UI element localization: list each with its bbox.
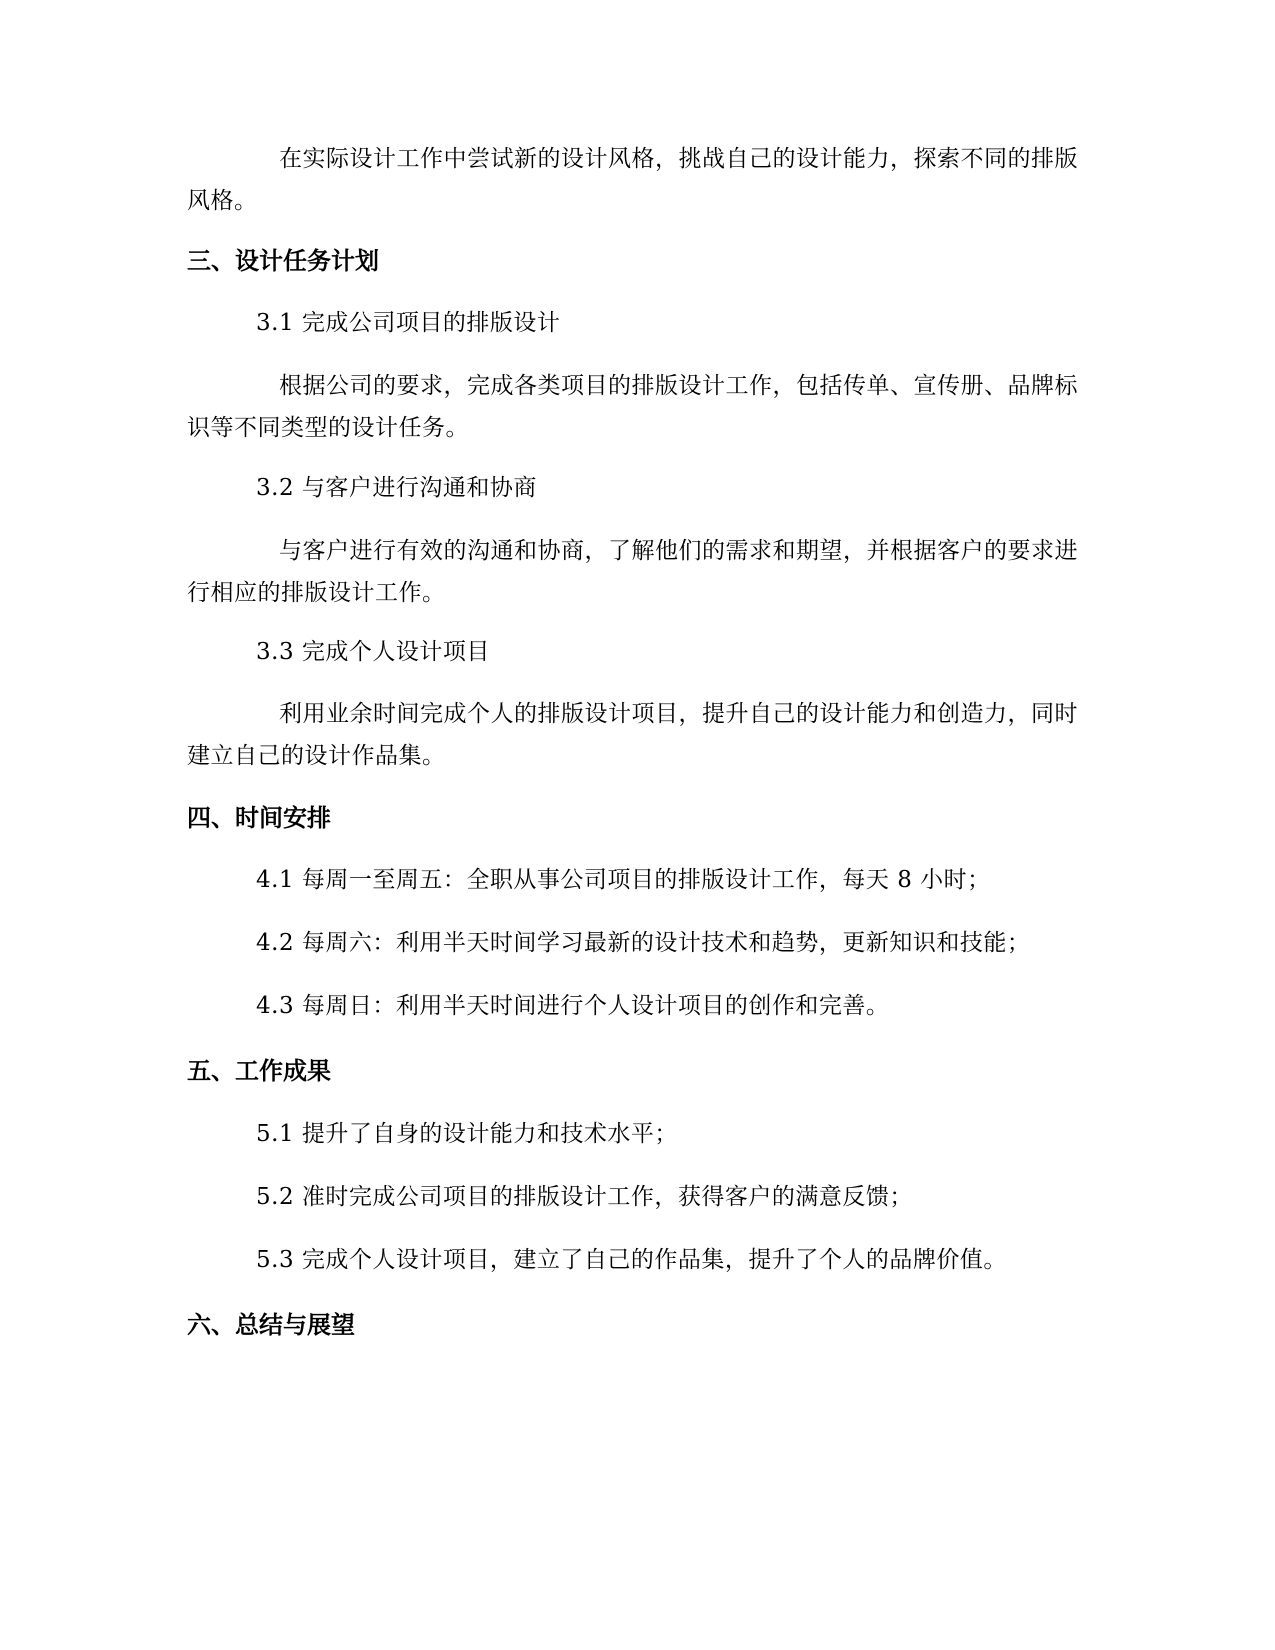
section-3-1-title: 3.1 完成公司项目的排版设计 bbox=[256, 310, 561, 336]
section-3-2-body: 与客户进行有效的沟通和协商，了解他们的需求和期望，并根据客户的要求进行相应的排版设计工作。 bbox=[187, 538, 1078, 606]
section-5-2-item: 5.2 准时完成公司项目的排版设计工作，获得客户的满意反馈； bbox=[256, 1184, 913, 1210]
section-4-3-item: 4.3 每周日：利用半天时间进行个人设计项目的创作和完善。 bbox=[256, 993, 890, 1019]
section-3-1-body: 根据公司的要求，完成各类项目的排版设计工作，包括传单、宣传册、品牌标识等不同类型的设计任务。 bbox=[187, 373, 1078, 441]
section-3-heading: 三、设计任务计划 bbox=[187, 247, 379, 275]
section-4-2-item: 4.2 每周六：利用半天时间学习最新的设计技术和趋势，更新知识和技能； bbox=[256, 930, 1031, 956]
section-6-heading: 六、总结与展望 bbox=[187, 1311, 355, 1339]
section-5-1-item: 5.1 提升了自身的设计能力和技术水平； bbox=[256, 1121, 678, 1147]
section-5-3-item: 5.3 完成个人设计项目，建立了自己的作品集，提升了个人的品牌价值。 bbox=[256, 1247, 1007, 1273]
section-5-heading: 五、工作成果 bbox=[187, 1057, 331, 1085]
section-4-1-item: 4.1 每周一至周五：全职从事公司项目的排版设计工作，每天 8 小时； bbox=[256, 867, 991, 893]
section-3-3-title: 3.3 完成个人设计项目 bbox=[256, 639, 490, 665]
section-3-2-title: 3.2 与客户进行沟通和协商 bbox=[256, 475, 537, 501]
intro-paragraph: 在实际设计工作中尝试新的设计风格，挑战自己的设计能力，探索不同的排版风格。 bbox=[187, 146, 1078, 214]
section-3-3-body: 利用业余时间完成个人的排版设计项目，提升自己的设计能力和创造力，同时建立自己的设计作品集。 bbox=[187, 701, 1078, 769]
section-4-heading: 四、时间安排 bbox=[187, 804, 331, 832]
